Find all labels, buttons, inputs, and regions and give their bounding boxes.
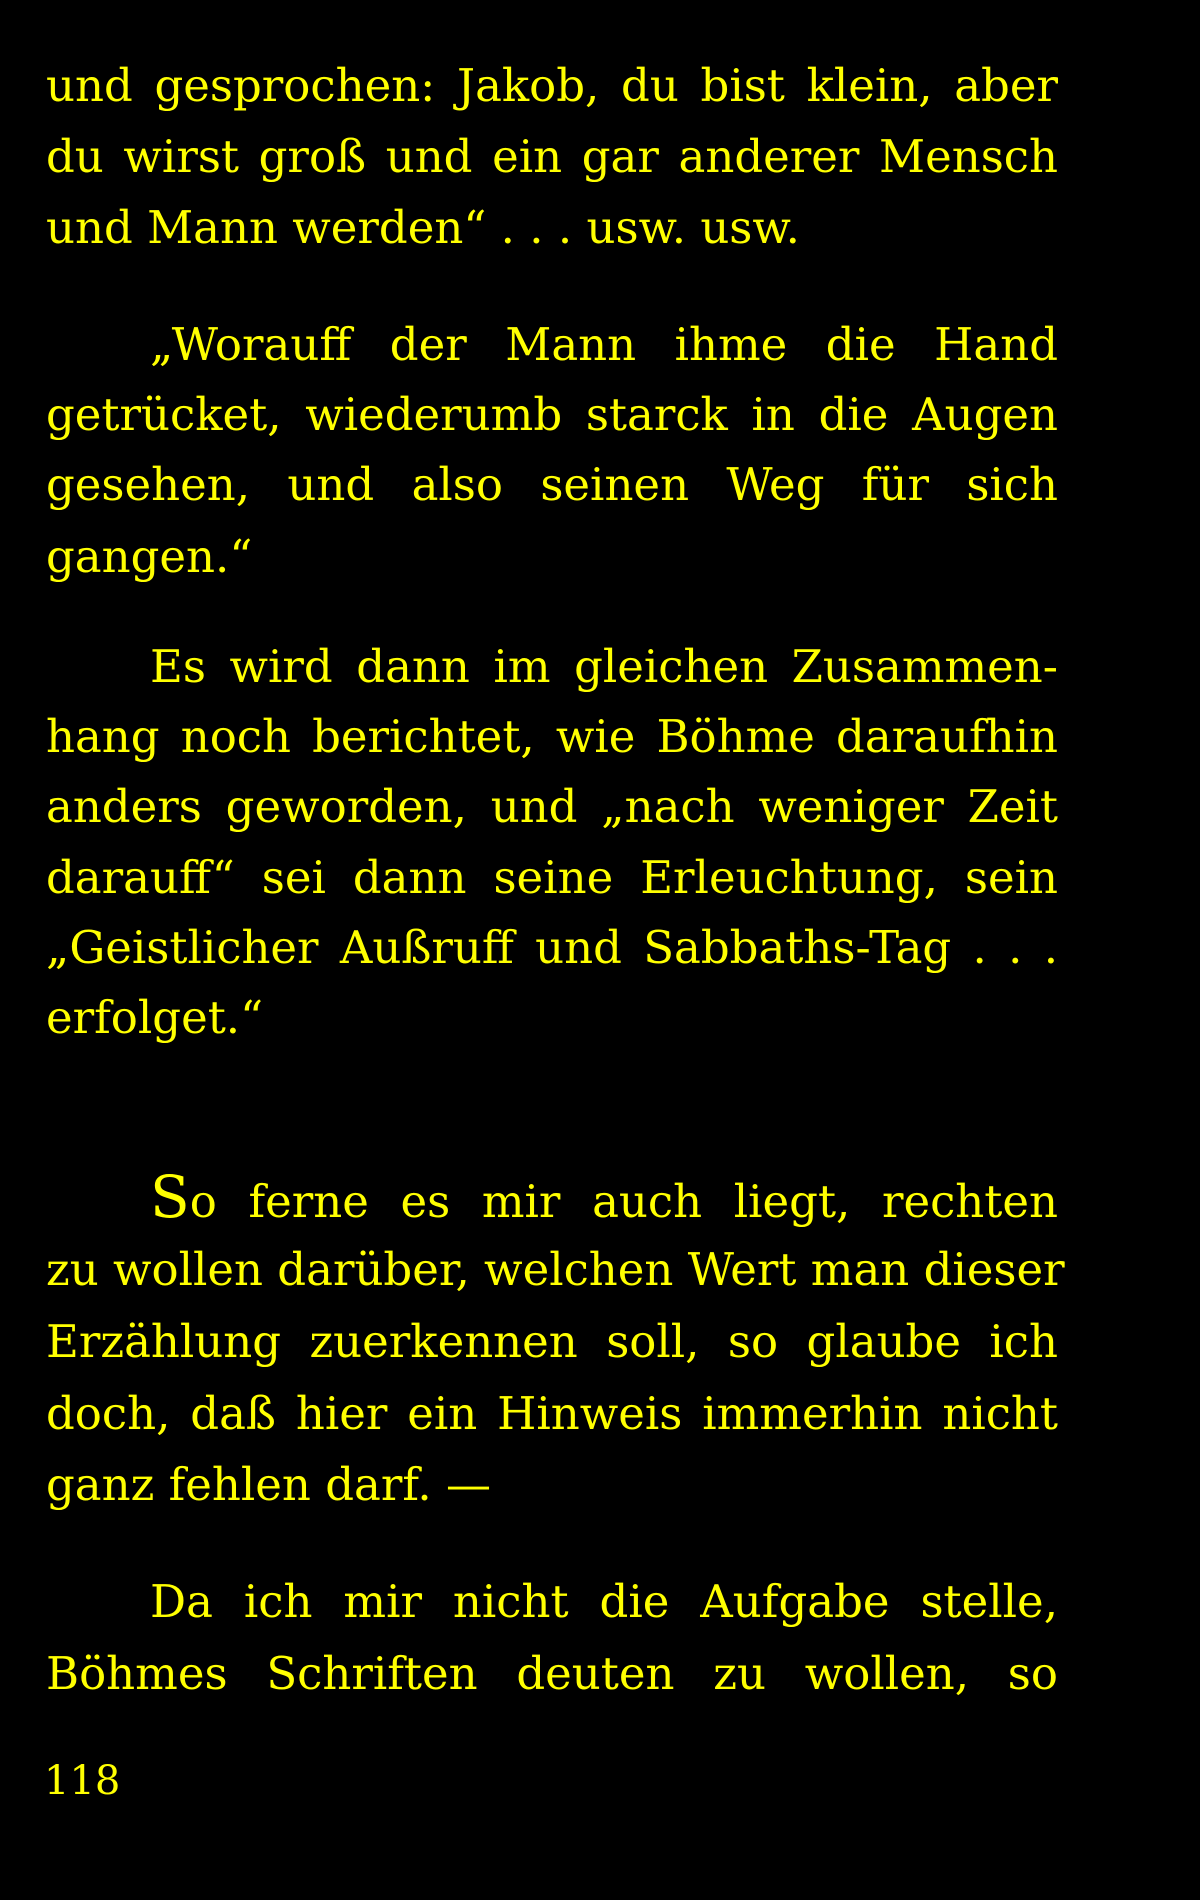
text-line: erfolget.“ — [46, 991, 264, 1044]
text-line: darauff“ sei dann seine Erleuchtung, sein — [46, 851, 1058, 904]
text-line: „Worauff der Mann ihme die Hand — [150, 318, 1058, 371]
text-line: und gesprochen: Jakob, du bist klein, aber — [46, 59, 1058, 112]
text-line — [150, 1163, 1058, 1231]
text-line: „Geistlicher Außruff und Sabbaths-Tag . . . — [46, 921, 1058, 974]
text-line: zu wollen darüber, welchen Wert man dieser — [46, 1243, 1065, 1296]
section-first-line — [150, 1163, 1058, 1232]
text-line: ganz fehlen darf. — — [46, 1458, 492, 1511]
text-line: Böhmes Schriften deuten zu wollen, so — [46, 1647, 1058, 1700]
text-line: Es wird dann im gleichen Zusammen- — [150, 640, 1058, 693]
page-number: 118 — [44, 1758, 121, 1804]
text-line: getrücket, wiederumb starck in die Augen — [46, 388, 1058, 441]
section-first-line-rest: o ferne es mir auch liegt, rechten — [189, 1175, 1058, 1228]
text-line: doch, daß hier ein Hinweis immerhin nicht — [46, 1387, 1058, 1440]
text-line: hang noch berichtet, wie Böhme daraufhin — [46, 710, 1058, 763]
section-initial: S — [150, 1163, 190, 1231]
text-line: du wirst groß und ein gar anderer Mensch — [46, 130, 1058, 183]
text-line: anders geworden, und „nach weniger Zeit — [46, 780, 1058, 833]
text-line: und Mann werden“ . . . usw. usw. — [46, 201, 800, 254]
text-line: gangen.“ — [46, 530, 253, 583]
text-line: Da ich mir nicht die Aufgabe stelle, — [150, 1575, 1058, 1628]
text-line: Erzählung zuerkennen soll, so glaube ich — [46, 1315, 1058, 1368]
text-line: gesehen, und also seinen Weg für sich — [46, 458, 1058, 511]
